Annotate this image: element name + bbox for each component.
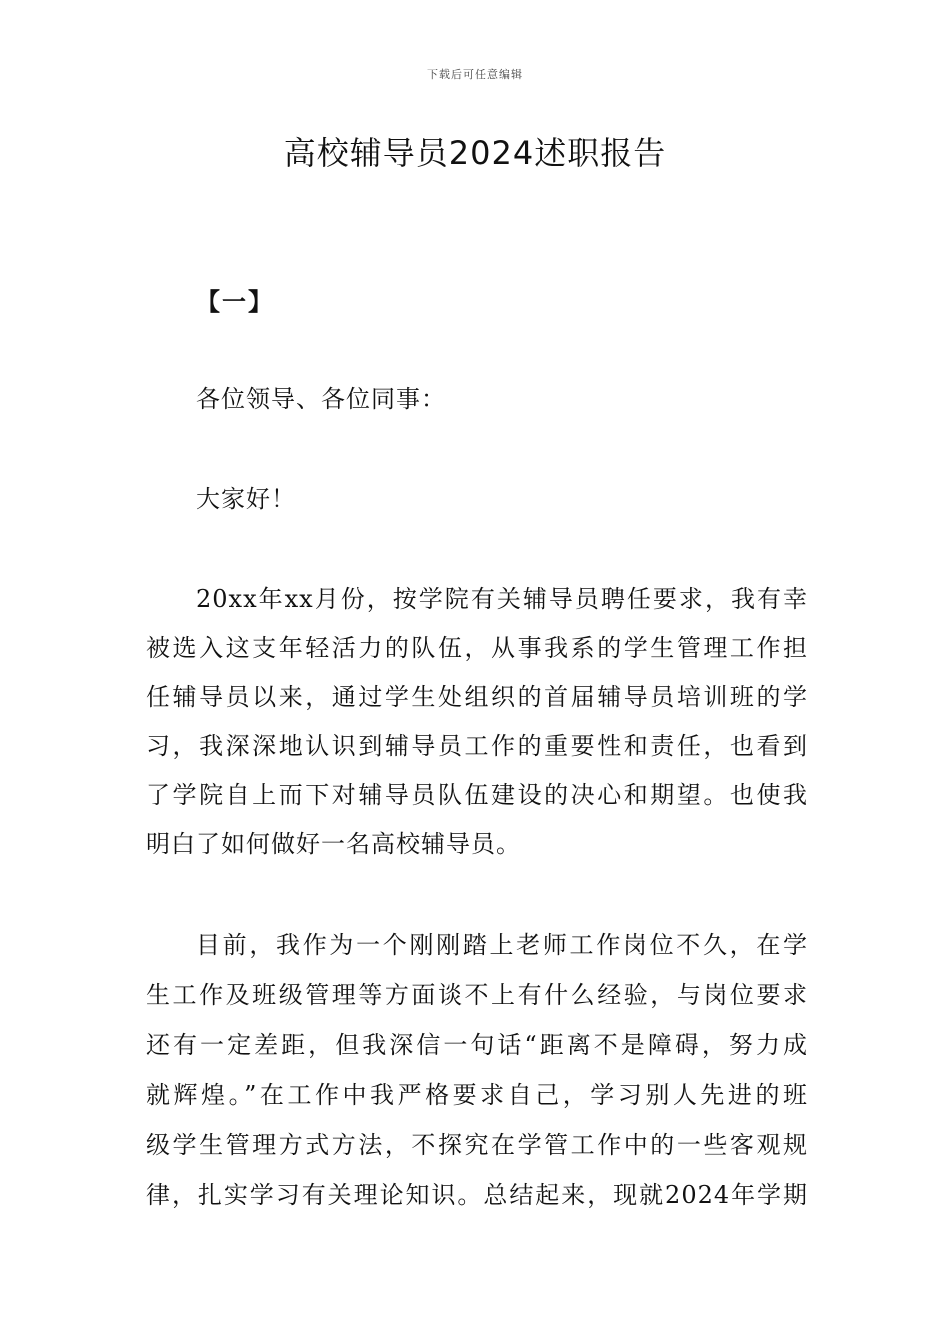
paragraph-2-line: 律，扎实学习有关理论知识。总结起来，现就2024年学期 [146, 1181, 808, 1209]
section-label: 【一】 [196, 287, 274, 316]
paragraph-1-line: 任辅导员以来，通过学生处组织的首届辅导员培训班的学 [146, 683, 808, 711]
document-title: 高校辅导员2024述职报告 [283, 134, 667, 172]
hello-line: 大家好！ [196, 485, 296, 513]
paragraph-1-line: 被选入这支年轻活力的队伍，从事我系的学生管理工作担 [146, 634, 808, 662]
paragraph-2-line: 就辉煌。”在工作中我严格要求自己，学习别人先进的班 [146, 1081, 808, 1109]
paragraph-2-line: 生工作及班级管理等方面谈不上有什么经验，与岗位要求 [146, 981, 808, 1009]
paragraph-1-line: 明白了如何做好一名高校辅导员。 [146, 830, 521, 858]
page-header-note: 下载后可任意编辑 [427, 68, 523, 81]
paragraph-1-line: 习，我深深地认识到辅导员工作的重要性和责任，也看到 [146, 732, 808, 760]
greeting-line: 各位领导、各位同事： [196, 385, 446, 413]
paragraph-2-line: 目前，我作为一个刚刚踏上老师工作岗位不久，在学 [196, 931, 808, 959]
paragraph-2-line: 还有一定差距，但我深信一句话“距离不是障碍，努力成 [146, 1031, 808, 1059]
paragraph-1-line: 20xx年xx月份，按学院有关辅导员聘任要求，我有幸 [196, 585, 808, 613]
paragraph-1-line: 了学院自上而下对辅导员队伍建设的决心和期望。也使我 [146, 781, 808, 809]
paragraph-2-line: 级学生管理方式方法，不探究在学管工作中的一些客观规 [146, 1131, 808, 1159]
